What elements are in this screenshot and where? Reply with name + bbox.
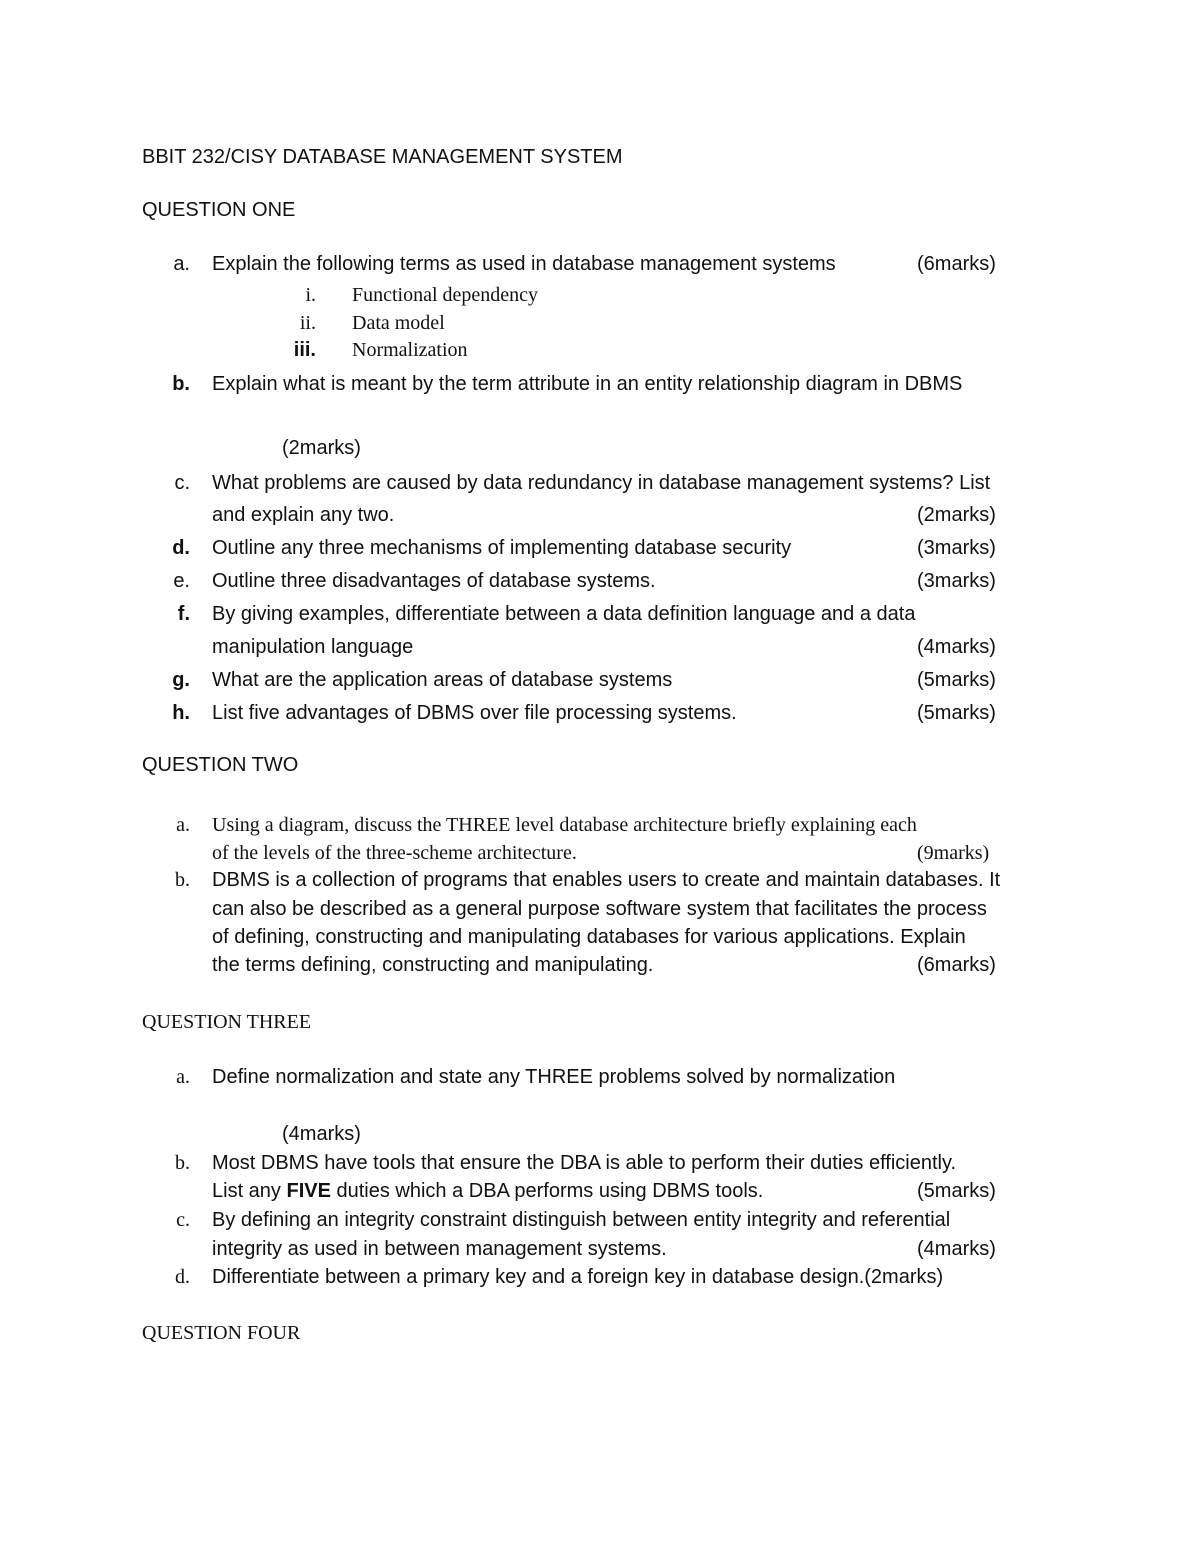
q1-c-marks: (2marks) — [917, 504, 996, 526]
q2-a-line-1: Using a diagram, discuss the THREE level database architecture briefly explaining each — [212, 814, 917, 836]
q1-f-line-1: By giving examples, differentiate between a data definition language and a data — [212, 603, 916, 625]
q1-g-label: g. — [172, 669, 190, 691]
q1-h-marks: (5marks) — [917, 702, 996, 724]
q1-f-label: f. — [177, 603, 190, 625]
q3-a-text: Define normalization and state any THREE problems solved by normalization — [212, 1066, 896, 1088]
q2-b-label: b. — [175, 869, 190, 891]
q1-a-label: a. — [173, 253, 190, 275]
q1-d-text: Outline any three mechanisms of implementing database security — [212, 537, 792, 559]
q3-a-label: a. — [176, 1066, 190, 1088]
q1-c-label: c. — [174, 472, 190, 494]
q1-b-marks: (2marks) — [282, 437, 361, 459]
q3-c-label: c. — [176, 1209, 190, 1231]
q2-b-line-1: DBMS is a collection of programs that enables users to create and maintain databases. It — [212, 869, 1001, 891]
q3-b-label: b. — [175, 1152, 190, 1174]
q1-a-sub-1-label: i. — [305, 284, 316, 306]
q1-f-line-2: manipulation language — [212, 636, 414, 658]
q1-a-sub-3-text: Normalization — [352, 339, 468, 361]
question-four-heading: QUESTION FOUR — [142, 1322, 301, 1344]
q3-c-line-2: integrity as used in between management systems. — [212, 1238, 667, 1260]
q2-b-line-4: the terms defining, constructing and manipulating. — [212, 954, 654, 976]
q3-a-marks: (4marks) — [282, 1123, 361, 1145]
q1-h-label: h. — [172, 702, 190, 724]
question-one-heading: QUESTION ONE — [142, 199, 296, 221]
q2-b-line-2: can also be described as a general purpose software system that facilitates the process — [212, 898, 987, 920]
q1-b-text: Explain what is meant by the term attribute in an entity relationship diagram in DBMS — [212, 373, 963, 395]
q1-g-text: What are the application areas of database systems — [212, 669, 673, 691]
q1-a-sub-2-text: Data model — [352, 312, 445, 334]
q1-a-sub-2-label: ii. — [299, 312, 316, 334]
q1-e-marks: (3marks) — [917, 570, 996, 592]
q3-b-marks: (5marks) — [917, 1180, 996, 1202]
q1-a-marks: (6marks) — [917, 253, 996, 275]
q3-b-line-2-bold: FIVE — [286, 1180, 331, 1202]
document-title: BBIT 232/CISY DATABASE MANAGEMENT SYSTEM — [142, 146, 623, 168]
q1-a-sub-1-text: Functional dependency — [352, 284, 539, 306]
q1-c-line-2: and explain any two. — [212, 504, 395, 526]
question-two-heading: QUESTION TWO — [142, 754, 299, 776]
q2-b-marks: (6marks) — [917, 954, 996, 976]
q3-c-line-1: By defining an integrity constraint distinguish between entity integrity and referential — [212, 1209, 951, 1231]
q3-b-line-1: Most DBMS have tools that ensure the DBA is able to perform their duties efficiently. — [212, 1152, 957, 1174]
q2-a-line-2: of the levels of the three-scheme architecture. — [212, 842, 577, 864]
q1-a-sub-3-label: iii. — [293, 339, 316, 361]
q1-d-marks: (3marks) — [917, 537, 996, 559]
q1-e-text: Outline three disadvantages of database systems. — [212, 570, 656, 592]
q3-b-line-2-post: duties which a DBA performs using DBMS tools. — [330, 1180, 764, 1202]
q3-b-line-2 — [212, 1179, 763, 1203]
q3-b-line-2-pre: List any — [212, 1180, 287, 1202]
q2-a-marks: (9marks) — [917, 842, 990, 864]
q1-h-text: List five advantages of DBMS over file processing systems. — [212, 702, 737, 724]
q1-d-label: d. — [172, 537, 190, 559]
q1-f-marks: (4marks) — [917, 636, 996, 658]
q2-b-line-3: of defining, constructing and manipulating databases for various applications. Explain — [212, 926, 966, 948]
q3-c-marks: (4marks) — [917, 1238, 996, 1260]
q1-g-marks: (5marks) — [917, 669, 996, 691]
q1-a-text: Explain the following terms as used in database management systems — [212, 253, 836, 275]
q3-d-text: Differentiate between a primary key and a foreign key in database design.(2marks) — [212, 1266, 944, 1288]
question-three-heading: QUESTION THREE — [142, 1011, 312, 1033]
q1-e-label: e. — [173, 570, 190, 592]
q1-c-line-1: What problems are caused by data redundancy in database management systems? List — [212, 472, 991, 494]
q3-d-label: d. — [175, 1266, 190, 1288]
q2-a-label: a. — [176, 814, 190, 836]
q1-b-label: b. — [172, 373, 190, 395]
